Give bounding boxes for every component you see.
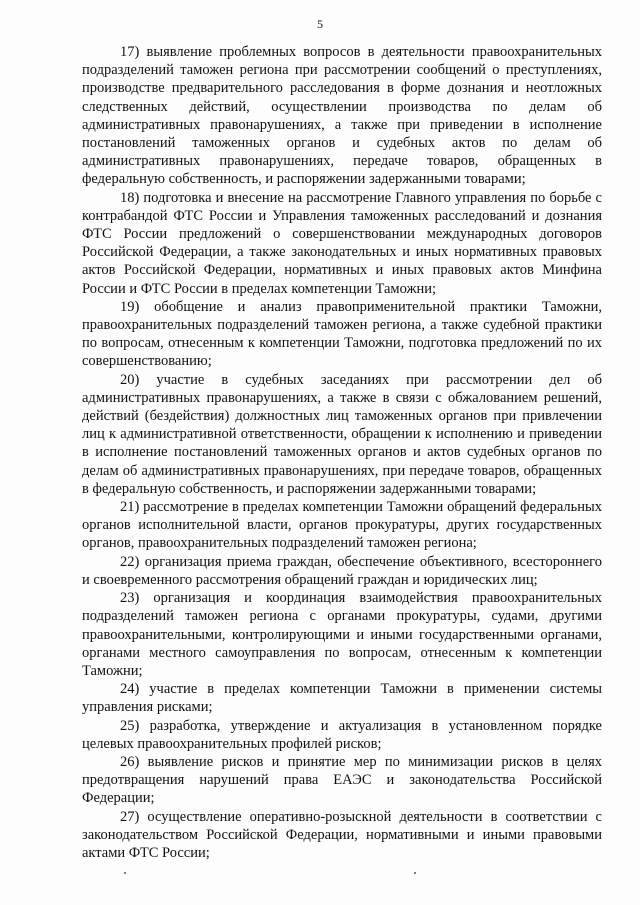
paragraph-24: 24) участие в пределах компетенции Таможни в применении системы управления рисками; <box>82 681 602 716</box>
paragraph-27: 27) осуществление оперативно-розыскной деятельности в соответствии с законодательством Российской Федерации, нормативными и иными правовыми актами ФТС России; <box>82 808 602 861</box>
paragraph-18: 18) подготовка и внесение на рассмотрение Главного управления по борьбе с контрабандой ФТС России и Управления таможенных расследований и дознания ФТС России предложений о совершенствовании международных договоров Российской Федерации, а также законодательных и иных нормативных правовых актов Российской Федерации, нормативных и иных правовых актов Минфина России и ФТС России в пределах компетенции Таможни; <box>82 189 602 297</box>
paragraph-20: 20) участие в судебных заседаниях при рассмотрении дел об административных правонарушениях, а также в связи с обжалованием решений, действий (бездействия) должностных лиц таможенных органов при привлечении лиц к административной ответственности, обращении к исполнению и приведении в исполнение постановлений таможенных органов и актов судебных органов по делам об административных правонарушениях, при передаче товаров, обращенных в федеральную собственность, и распоряжении задержанными товарами; <box>82 371 602 497</box>
paragraph-21: 21) рассмотрение в пределах компетенции Таможни обращений федеральных органов исполнительной власти, органов прокуратуры, других государственных органов, правоохранительных подразделений таможен региона; <box>82 499 602 552</box>
paragraph-25: 25) разработка, утверждение и актуализация в установленном порядке целевых правоохранительных профилей рисков; <box>82 717 602 752</box>
page-number: 5 <box>317 17 323 31</box>
scan-speck <box>124 872 126 874</box>
paragraph-22: 22) организация приема граждан, обеспечение объективного, всестороннего и своевременного рассмотрения обращений граждан и юридических лиц; <box>82 553 602 588</box>
paragraph-19: 19) обобщение и анализ правоприменительной практики Таможни, правоохранительных подразделений таможен региона, а также судебной практики по вопросам, отнесенным к компетенции Таможни, подготовка предложений по их совершенствованию; <box>82 298 602 370</box>
document-body <box>82 43 602 862</box>
scan-speck <box>414 872 416 874</box>
paragraph-17: 17) выявление проблемных вопросов в деятельности правоохранительных подразделений таможен региона при рассмотрении сообщений о преступлениях, производстве предварительного расследования в форме дознания и неотложных следственных действий, осуществлении производства по делам об административных правонарушениях, а также при приведении в исполнение постановлений таможенных органов и судебных актов по делам об административных правонарушениях, передаче товаров, обращенных в федеральную собственность, и распоряжении задержанными товарами; <box>82 44 602 188</box>
paragraph-26: 26) выявление рисков и принятие мер по минимизации рисков в целях предотвращения нарушений права ЕАЭС и законодательства Российской Федерации; <box>82 753 602 807</box>
paragraph-23: 23) организация и координация взаимодействия правоохранительных подразделений таможен региона с органами прокуратуры, судами, другими правоохранительными, контролирующими и иными государственными органами, органами местного самоуправления по вопросам, отнесенным к компетенции Таможни; <box>82 590 602 679</box>
